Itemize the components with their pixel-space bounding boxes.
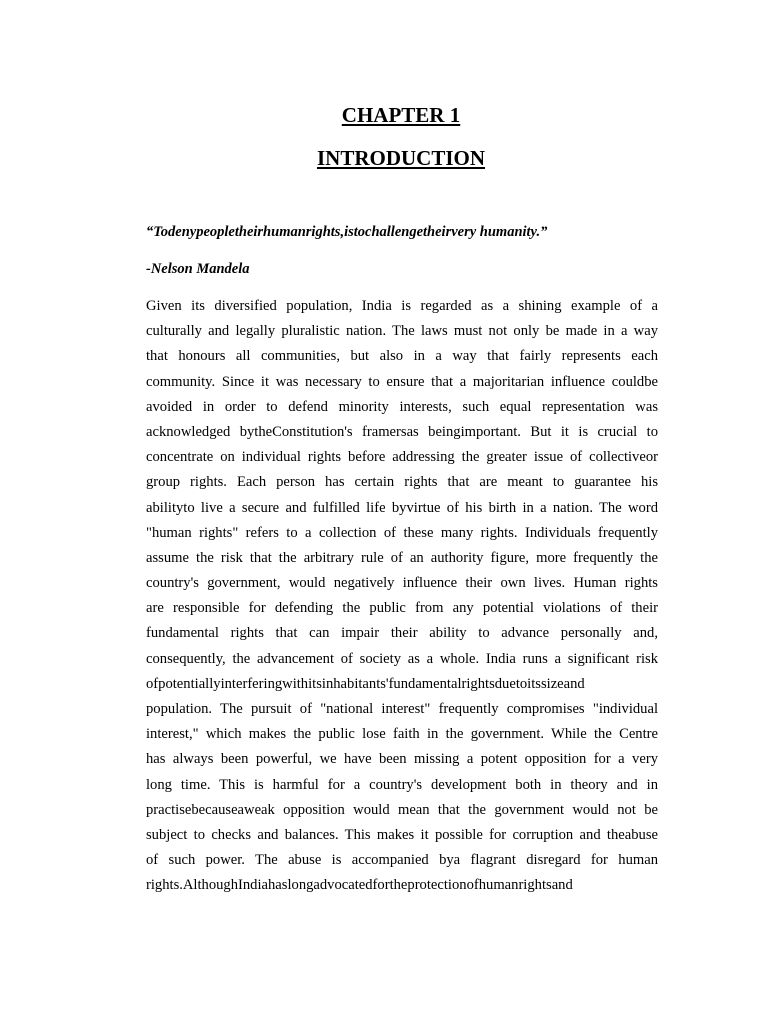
epigraph-quote: “Todenypeopletheirhumanrights,istochallengetheirvery humanity.”	[146, 224, 548, 240]
body-paragraph	[146, 294, 658, 899]
body-line: Given its diversified population, India is regarded as a shining example of a	[146, 298, 658, 314]
epigraph-attribution: -Nelson Mandela	[146, 261, 250, 277]
body-line: interest," which makes the public lose faith in the government. While the Centre	[146, 726, 658, 743]
body-line: country's government, would negatively influence their own lives. Human rights	[146, 575, 658, 592]
body-line: population. The pursuit of "national interest" frequently compromises "individual	[146, 701, 658, 717]
body-line: abilityto live a secure and fulfilled life byvirtue of his birth in a nation. The word	[146, 499, 658, 516]
body-line: culturally and legally pluralistic nation. The laws must not only be made in a way	[146, 323, 658, 340]
body-line: subject to checks and balances. This makes it possible for corruption and theabuse	[146, 826, 658, 843]
body-line: avoided in order to defend minority interests, such equal representation was	[146, 398, 658, 415]
body-line: has always been powerful, we have been missing a potent opposition for a very	[146, 751, 658, 768]
chapter-title: CHAPTER 1	[341, 103, 461, 127]
body-line: long time. This is harmful for a country's development both in theory and in	[146, 776, 658, 793]
body-line: acknowledged bytheConstitution's framersas beingimportant. But it is crucial to	[146, 423, 658, 440]
body-line: community. Since it was necessary to ensure that a majoritarian influence couldbe	[146, 373, 658, 390]
body-line: are responsible for defending the public from any potential violations of their	[146, 600, 658, 617]
body-line: "human rights" refers to a collection of these many rights. Individuals frequently	[146, 524, 658, 541]
body-line: assume the risk that the arbitrary rule of an authority figure, more frequently the	[146, 549, 658, 566]
body-line: fundamental rights that can impair their ability to advance personally and,	[146, 625, 658, 642]
chapter-subtitle: INTRODUCTION	[316, 146, 486, 170]
body-line: ofpotentiallyinterferingwithitsinhabitants'fundamentalrightsduetoitssizeand	[146, 675, 585, 692]
body-line: consequently, the advancement of society as a whole. India runs a significant risk	[146, 650, 658, 667]
body-line: practisebecauseaweak opposition would mean that the government would not be	[146, 801, 658, 818]
body-line: group rights. Each person has certain rights that are meant to guarantee his	[146, 474, 658, 491]
body-line: that honours all communities, but also in a way that fairly represents each	[146, 348, 658, 365]
body-line: of such power. The abuse is accompanied bya flagrant disregard for human	[146, 852, 658, 869]
body-line: concentrate on individual rights before addressing the greater issue of collectiveor	[146, 449, 658, 466]
body-line: rights.AlthoughIndiahaslongadvocatedfortheprotectionofhumanrightsand	[146, 877, 573, 894]
